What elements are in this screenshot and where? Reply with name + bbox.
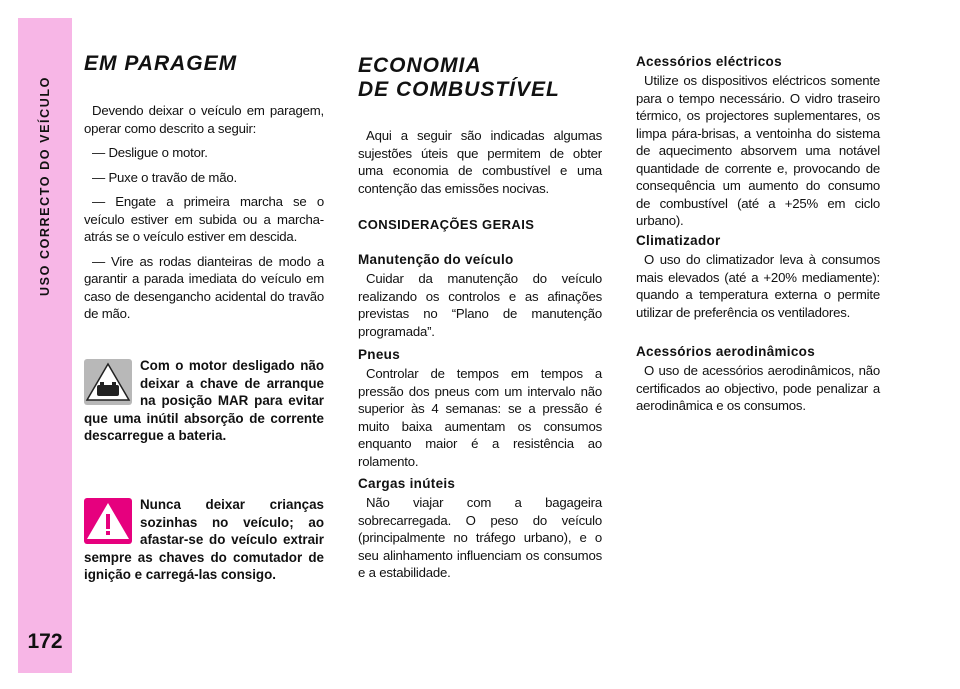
warning-triangle-icon	[84, 498, 132, 544]
heading-economia-line1: ECONOMIA	[358, 54, 482, 77]
heading-em-paragem: EM PARAGEM	[84, 52, 238, 75]
economia-intro: Aqui a seguir são indicadas algumas sujestões úteis que permitem de obter uma economia de combustível e uma contenção das emissões nocivas.	[358, 128, 602, 196]
aerodinamicos-block	[636, 344, 880, 415]
step-3: — Engate a primeira marcha se o veículo estiver em subida ou a marcha-atrás se o veículo estiver em descida.	[84, 194, 324, 244]
climatizador-text: O uso do climatizador leva à consumos mais elevados (até a +20% mediamente): quando a temperatura externa o permite utilizar de preferência os ventiladores.	[636, 252, 880, 320]
step-1: — Desligue o motor.	[92, 145, 208, 160]
heading-consideracoes: CONSIDERAÇÕES GERAIS	[358, 217, 535, 232]
heading-pneus: Pneus	[358, 347, 401, 362]
economia-intro-block	[358, 127, 602, 197]
electricos-block	[636, 54, 880, 230]
climatizador-block	[636, 233, 880, 321]
heading-climatizador: Climatizador	[636, 233, 721, 248]
em-paragem-intro: Devendo deixar o veículo em paragem, operar como descrito a seguir:	[84, 103, 324, 136]
battery-warning-text: Com o motor desligado não deixar a chave de arranque na posição MAR para evitar que uma inútil absorção de corrente descarregue a bateria.	[84, 358, 324, 443]
sidebar-tab	[18, 18, 72, 673]
em-paragem-body	[84, 102, 324, 323]
heading-aerodinamicos: Acessórios aerodinâmicos	[636, 344, 816, 359]
page-number: 172	[27, 630, 63, 653]
heading-manutencao: Manutenção do veículo	[358, 252, 514, 267]
heading-electricos: Acessórios eléctricos	[636, 54, 782, 69]
cargas-block	[358, 476, 602, 582]
children-warning	[84, 496, 324, 584]
children-warning-text: Nunca deixar crianças sozinhas no veículo; ao afastar-se do veículo extrair sempre as chaves do comutador de ignição e carregá-las consigo.	[84, 497, 324, 582]
manutencao-block	[358, 252, 602, 340]
electricos-text: Utilize os dispositivos eléctricos somente para o tempo necessário. O vidro traseiro térmico, os projectores suplementares, os limpa pára-brisas, a ventoinha do sistema de aquecimento absorvem uma notável quantidade de corrente e, provocando de consequência um aumento do consumo de combustível (até a +25% em ciclo urbano).	[636, 73, 880, 228]
cargas-text: Não viajar com a bagageira sobrecarregada. O peso do veículo (principalmente no tráfego urbano), e o seu alinhamento influenciam os consumos e a estabilidade.	[358, 495, 602, 580]
battery-warning-icon	[84, 359, 132, 405]
heading-economia	[358, 54, 560, 102]
consideracoes-block	[358, 217, 602, 232]
battery-warning	[84, 357, 324, 445]
pneus-block	[358, 347, 602, 470]
step-2: — Puxe o travão de mão.	[92, 169, 237, 185]
heading-cargas: Cargas inúteis	[358, 476, 456, 491]
step-4: — Vire as rodas dianteiras de modo a garantir a parada imediata do veículo em caso de desengancho acidental do travão de mão.	[84, 253, 324, 321]
aerodinamicos-text: O uso de acessórios aerodinâmicos, não certificados ao objectivo, pode penalizar a aerodinâmica e os consumos.	[636, 363, 880, 413]
section-title-vertical: USO CORRECTO DO VEÍCULO	[38, 76, 52, 296]
manutencao-text: Cuidar da manutenção do veículo realizando os controlos e as afinações previstas no “Plano de manutenção programada”.	[358, 271, 602, 339]
heading-economia-line2: DE COMBUSTÍVEL	[358, 78, 560, 101]
pneus-text: Controlar de tempos em tempos a pressão dos pneus com um intervalo não superior às 4 semanas: se a pressão é muito baixa aumentam os consumos enquanto maior é a resistência ao rolamento.	[358, 366, 602, 469]
